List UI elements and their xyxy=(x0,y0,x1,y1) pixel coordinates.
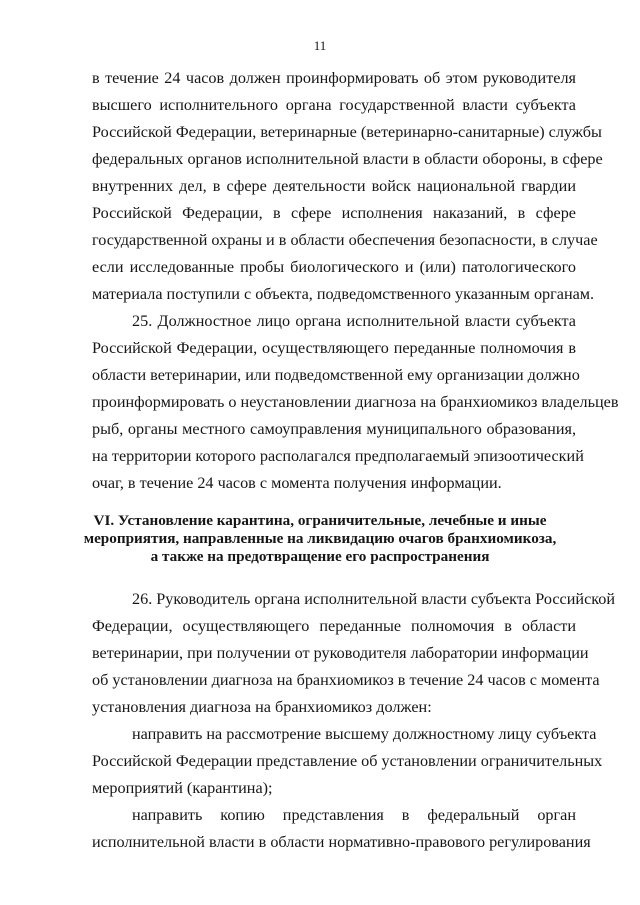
paragraph-26-line: установления диагноза на бранхиомикоз должен: xyxy=(92,698,432,716)
paragraph-25-line: проинформировать о неустановлении диагноза на бранхиомикоз владельцев xyxy=(92,393,619,411)
paragraph-25-line: 25. Должностное лицо органа исполнительной власти субъекта xyxy=(132,312,576,330)
paragraph-26-line: об установлении диагноза на бранхиомикоз в течение 24 часов с момента xyxy=(92,671,600,689)
paragraph-24-line: Российской Федерации, ветеринарные (ветеринарно-санитарные) службы xyxy=(92,123,602,141)
paragraph-24-line: внутренних дел, в сфере деятельности войск национальной гвардии xyxy=(92,177,576,195)
paragraph-26-line: ветеринарии, при получении от руководителя лаборатории информации xyxy=(92,644,589,662)
item-1-line: Российской Федерации представление об установлении ограничительных xyxy=(92,752,603,770)
paragraph-24-line: федеральных органов исполнительной власти в области обороны, в сфере xyxy=(92,150,603,168)
paragraph-24-line: государственной охраны и в области обеспечения безопасности, в случае xyxy=(92,231,598,249)
paragraph-24-line: если исследованные пробы биологического и (или) патологического xyxy=(92,258,576,276)
paragraph-26-line: 26. Руководитель органа исполнительной власти субъекта Российской xyxy=(132,590,616,608)
paragraph-25-line: Российской Федерации, осуществляющего переданные полномочия в xyxy=(92,339,576,357)
paragraph-24-line: в течение 24 часов должен проинформировать об этом руководителя xyxy=(92,69,576,87)
section-heading-line: мероприятия, направленные на ликвидацию очагов бранхиомикоза, xyxy=(83,530,557,547)
paragraph-25-line: очаг, в течение 24 часов с момента получения информации. xyxy=(92,474,502,492)
item-1-line: мероприятий (карантина); xyxy=(92,779,273,797)
section-heading-line: а также на предотвращение его распространения xyxy=(150,548,490,565)
paragraph-26-line: Федерации, осуществляющего переданные полномочия в области xyxy=(92,617,576,635)
item-2-line: исполнительной власти в области нормативно-правового регулирования xyxy=(92,833,591,851)
paragraph-24-line: материала поступили с объекта, подведомственного указанным органам. xyxy=(92,285,595,303)
page-number: 11 xyxy=(313,38,327,53)
paragraph-24-line: Российской Федерации, в сфере исполнения наказаний, в сфере xyxy=(92,204,576,222)
section-heading-line: VI. Установление карантина, ограничительные, лечебные и иные xyxy=(93,512,547,529)
paragraph-25-line: рыб, органы местного самоуправления муниципального образования, xyxy=(92,420,576,438)
paragraph-24-line: высшего исполнительного органа государственной власти субъекта xyxy=(92,96,576,114)
item-2-line: направить копию представления в федеральный орган xyxy=(132,806,576,824)
item-1-line: направить на рассмотрение высшему должностному лицу субъекта xyxy=(132,725,597,743)
paragraph-25-line: на территории которого располагался предполагаемый эпизоотический xyxy=(92,447,584,465)
paragraph-25-line: области ветеринарии, или подведомственной ему организации должно xyxy=(92,366,580,384)
